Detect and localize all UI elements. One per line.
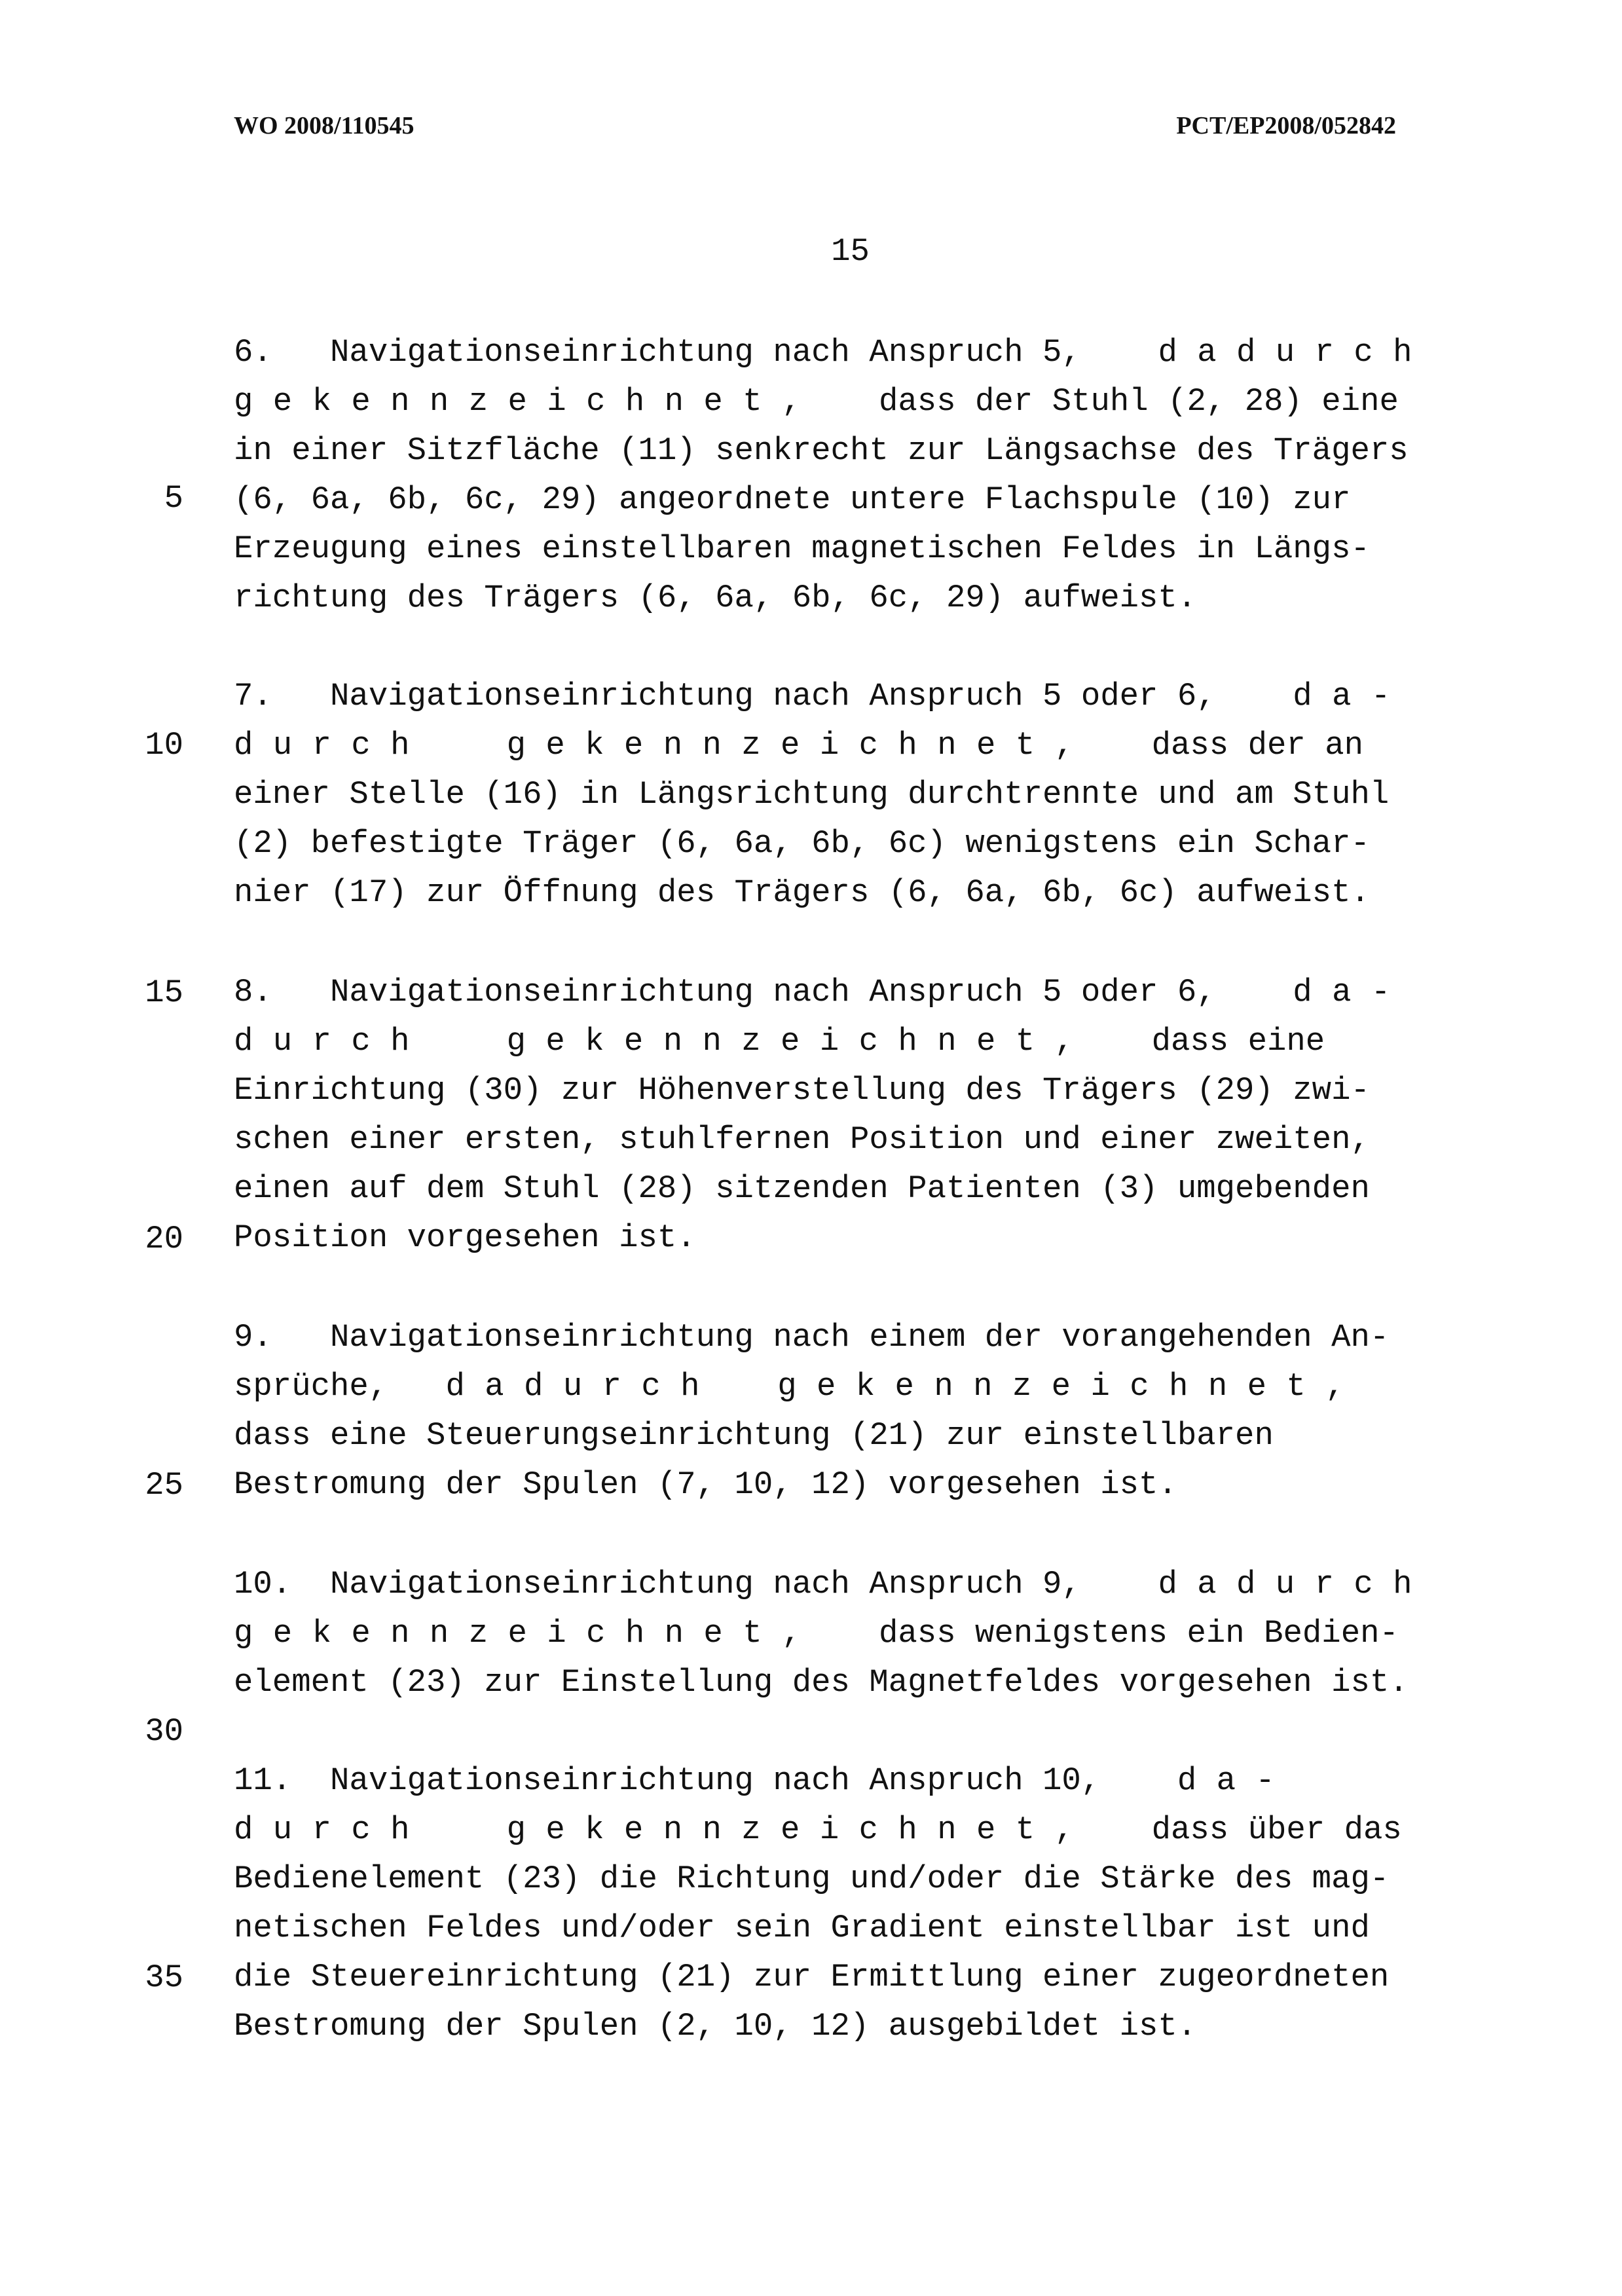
claim-keyword: dadurch (1158, 334, 1432, 371)
claim-9-line: dass eine Steuerungseinrichtung (21) zur einstellbaren (234, 1417, 1274, 1454)
claim-keyword: da- (1293, 678, 1410, 714)
claim-7-line: nier (17) zur Öffnung des Trägers (6, 6a, 6b, 6c) aufweist. (234, 874, 1370, 911)
claim-8-line: einen auf dem Stuhl (28) sitzenden Patienten (3) umgebenden (234, 1170, 1370, 1207)
claim-number: 7. (234, 678, 272, 714)
line-marker: 15 (145, 974, 183, 1011)
line-marker: 35 (145, 1959, 183, 1996)
claim-keyword: durch (234, 727, 430, 764)
claim-6-line: (6, 6a, 6b, 6c, 29) angeordnete untere Flachspule (10) zur (234, 481, 1351, 518)
line-marker: 5 (164, 480, 183, 517)
claim-number: 11. (234, 1762, 292, 1799)
claim-9-line: 9. Navigationseinrichtung nach einem der vorangehenden An- (234, 1319, 1390, 1356)
publication-number: WO 2008/110545 (234, 112, 415, 139)
claim-11-line: durch gekennzeichnet, dass über das (234, 1811, 1402, 1848)
line-marker: 10 (145, 727, 183, 764)
line-marker: 30 (145, 1713, 183, 1750)
claim-keyword: durch (234, 1023, 430, 1060)
claim-keyword: gekennzeichnet, (234, 383, 821, 420)
claim-number: 8. (234, 974, 272, 1010)
claim-6-line: 6. Navigationseinrichtung nach Anspruch 5, dadurch (234, 334, 1432, 371)
claim-6-line: richtung des Trägers (6, 6a, 6b, 6c, 29) aufweist. (234, 580, 1197, 616)
claim-8-line: Einrichtung (30) zur Höhenverstellung des Trägers (29) zwi- (234, 1072, 1370, 1109)
claim-keyword: gekennzeichnet, (777, 1368, 1365, 1405)
claim-keyword: da- (1293, 974, 1410, 1010)
claim-11-line: 11. Navigationseinrichtung nach Anspruch 10, da- (234, 1762, 1295, 1799)
claim-6-line: gekennzeichnet, dass der Stuhl (2, 28) eine (234, 383, 1399, 420)
claim-keyword: gekennzeichnet, (506, 1811, 1094, 1848)
claim-8-line: 8. Navigationseinrichtung nach Anspruch 5 oder 6, da- (234, 974, 1410, 1010)
claim-7-line: durch gekennzeichnet, dass der an (234, 727, 1364, 764)
claim-7-line: einer Stelle (16) in Längsrichtung durchtrennte und am Stuhl (234, 776, 1390, 813)
claim-keyword: gekennzeichnet, (234, 1615, 821, 1652)
claim-8-line: durch gekennzeichnet, dass eine (234, 1023, 1325, 1060)
claim-8-line: Position vorgesehen ist. (234, 1219, 696, 1256)
application-number: PCT/EP2008/052842 (1176, 112, 1396, 139)
claim-11-line: netischen Feldes und/oder sein Gradient einstellbar ist und (234, 1910, 1370, 1946)
claim-number: 9. (234, 1319, 272, 1356)
claim-number: 6. (234, 334, 272, 371)
claim-8-line: schen einer ersten, stuhlfernen Position und einer zweiten, (234, 1121, 1370, 1158)
page-number: 15 (831, 233, 870, 270)
claim-keyword: dadurch (1158, 1566, 1432, 1602)
claim-9-line: Bestromung der Spulen (7, 10, 12) vorgesehen ist. (234, 1466, 1177, 1503)
claim-10-line: gekennzeichnet, dass wenigstens ein Bedien- (234, 1615, 1399, 1652)
claim-9-line: sprüche, dadurch gekennzeichnet, (234, 1368, 1365, 1405)
claim-number: 10. (234, 1566, 292, 1602)
line-marker: 25 (145, 1467, 183, 1504)
claim-7-line: (2) befestigte Träger (6, 6a, 6b, 6c) wenigstens ein Schar- (234, 825, 1370, 862)
claim-keyword: gekennzeichnet, (506, 1023, 1094, 1060)
claim-keyword: durch (234, 1811, 430, 1848)
claim-7-line: 7. Navigationseinrichtung nach Anspruch 5 oder 6, da- (234, 678, 1410, 714)
claim-6-line: in einer Sitzfläche (11) senkrecht zur Längsachse des Trägers (234, 432, 1409, 469)
claim-11-line: Bestromung der Spulen (2, 10, 12) ausgebildet ist. (234, 2008, 1197, 2045)
claim-11-line: Bedienelement (23) die Richtung und/oder die Stärke des mag- (234, 1861, 1390, 1897)
claim-keyword: gekennzeichnet, (506, 727, 1094, 764)
line-marker: 20 (145, 1221, 183, 1257)
claim-10-line: 10. Navigationseinrichtung nach Anspruch 9, dadurch (234, 1566, 1432, 1602)
claim-10-line: element (23) zur Einstellung des Magnetfeldes vorgesehen ist. (234, 1664, 1409, 1701)
claim-keyword: da- (1177, 1762, 1295, 1799)
claim-keyword: dadurch (445, 1368, 720, 1405)
claim-11-line: die Steuereinrichtung (21) zur Ermittlung einer zugeordneten (234, 1959, 1390, 1995)
claim-6-line: Erzeugung eines einstellbaren magnetischen Feldes in Längs- (234, 530, 1370, 567)
